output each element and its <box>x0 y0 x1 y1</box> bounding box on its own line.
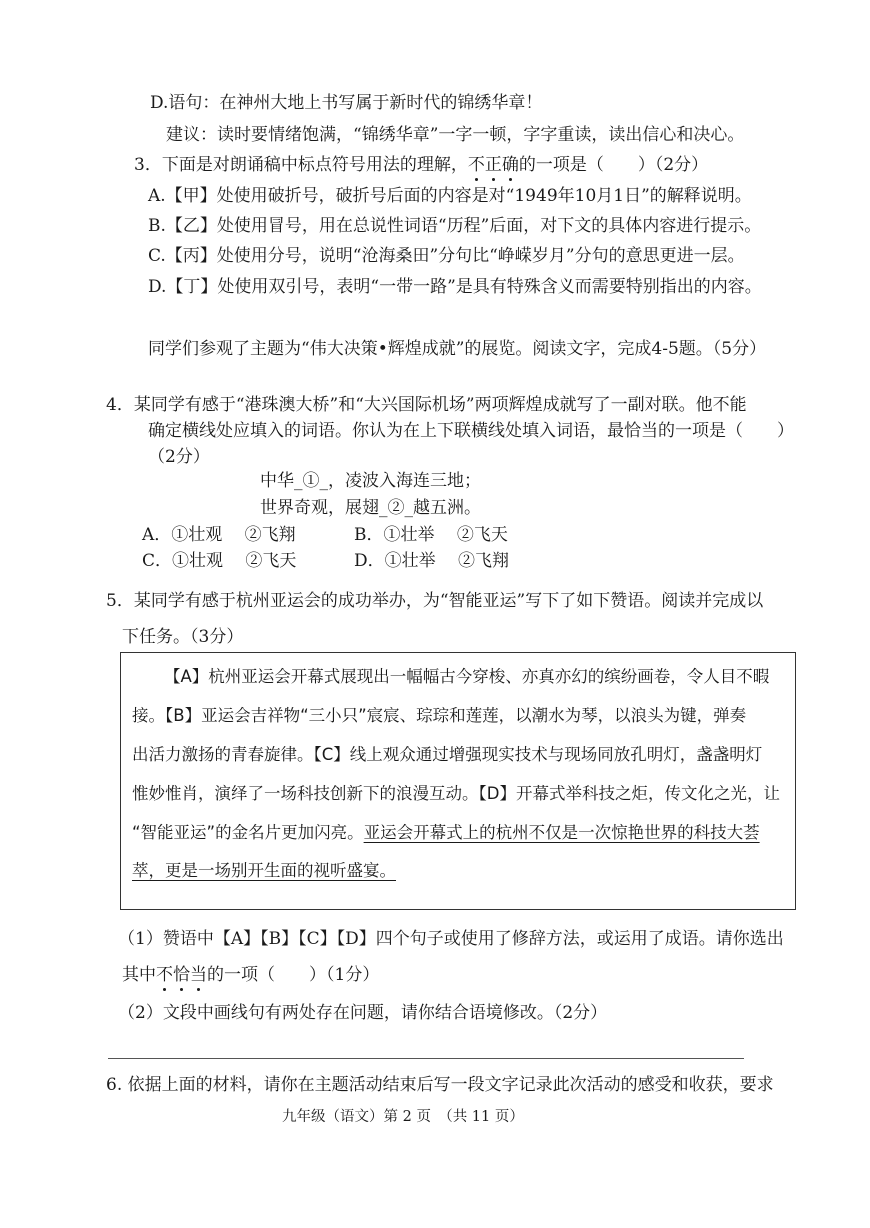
emphasis-dot-char: 确 <box>501 155 519 175</box>
q3-option-b: B.【乙】处使用冒号，用在总说性词语“历程”后面，对下文的具体内容进行提示。 <box>148 216 762 236</box>
page-footer: 九年级（语文）第 2 页 （共 11 页） <box>282 1109 524 1125</box>
q5-sub2: （2）文段中画线句有两处存在问题，请你结合语境修改。（2分） <box>118 1003 608 1023</box>
q2-option-d: D.语句：在神州大地上书写属于新时代的锦绣华章！ <box>150 93 543 113</box>
q3-option-c: C.【丙】处使用分号，说明“沧海桑田”分句比“峥嵘岁月”分句的意思更进一层。 <box>148 246 745 266</box>
couplet-blank-1: _①_ <box>294 471 328 491</box>
praise-line-2: 接。【B】亚运会吉祥物“三小只”宸宸、琮琮和莲莲，以潮水为琴，以浪头为键，弹奏 <box>132 706 747 725</box>
praise-line-3: 出活力激扬的青春旋律。【C】线上观众通过增强现实技术与现场同放孔明灯，盏盏明灯 <box>132 745 763 764</box>
underlined-sentence: 亚运会开幕式上的杭州不仅是一次惊艳世界的科技大荟 <box>363 823 760 842</box>
q5-sub1-text: 其中 <box>122 965 156 985</box>
emphasis-dot-char: 恰 <box>173 965 190 985</box>
emphasis-dot-char: 当 <box>190 965 207 985</box>
q4-option-a: A．①壮观 ②飞翔 <box>142 525 296 545</box>
q4-line1: 4．某同学有感于“港珠澳大桥”和“大兴国际机场”两项辉煌成就写了一副对联。他不能 <box>106 395 747 415</box>
couplet-upper-a: 中华 <box>260 471 294 491</box>
emphasis-dot-char: 正 <box>484 155 502 175</box>
couplet-lower-a: 世界奇观，展翅 <box>260 498 379 518</box>
q3-option-a: A.【甲】处使用破折号，破折号后面的内容是对“1949年10月1日”的解释说明。 <box>148 186 752 206</box>
q4-option-c: C．①壮观 ②飞天 <box>142 551 297 571</box>
praise-line-5 <box>132 822 760 844</box>
q3-stem-text-end: 的一项是（ ）（2分） <box>518 155 709 175</box>
q5-line2: 下任务。（3分） <box>122 627 244 647</box>
answer-line <box>108 1058 744 1059</box>
emphasis-dot-char: 不 <box>156 965 173 985</box>
q3-stem-text: 3．下面是对朗诵稿中标点符号用法的理解， <box>134 155 468 175</box>
couplet-upper <box>260 470 481 492</box>
couplet-upper-b: ，凌波入海连三地； <box>328 471 481 491</box>
couplet-blank-2: _②_ <box>379 498 413 518</box>
q4-option-b: B．①壮举 ②飞天 <box>354 525 508 545</box>
section-intro: 同学们参观了主题为“伟大决策•辉煌成就”的展览。阅读文字，完成4-5题。（5分） <box>148 339 767 359</box>
couplet-lower-b: 越五洲。 <box>413 498 481 518</box>
q5-sub1-text-end: 的一项（ ）（1分） <box>207 965 380 985</box>
couplet-lower <box>260 497 481 519</box>
q5-line1: 5．某同学有感于杭州亚运会的成功举办，为“智能亚运”写下了如下赞语。阅读并完成以 <box>106 591 764 611</box>
q4-line3: （2分） <box>148 447 210 467</box>
q5-sub1-line2 <box>122 964 379 986</box>
emphasis-dot-char: 不 <box>467 155 485 175</box>
q4-option-d: D．①壮举 ②飞翔 <box>354 551 510 571</box>
q2-option-d-advice: 建议：读时要情绪饱满，“锦绣华章”一字一顿，字字重读，读出信心和决心。 <box>166 125 745 145</box>
praise-line-5-start: “智能亚运”的金名片更加闪亮。 <box>132 823 364 842</box>
q3-stem <box>134 154 708 176</box>
praise-line-4: 惟妙惟肖，演绎了一场科技创新下的浪漫互动。【D】开幕式举科技之炬，传文化之光，让 <box>132 784 780 803</box>
q6-line1: 6. 依据上面的材料，请你在主题活动结束后写一段文字记录此次活动的感受和收获，要求 <box>106 1075 774 1095</box>
praise-line-6-underlined: 萃，更是一场别开生面的视听盛宴。 <box>132 861 396 880</box>
q5-sub1-line1: （1）赞语中【A】【B】【C】【D】四个句子或使用了修辞方法，或运用了成语。请你选出 <box>118 929 784 949</box>
q3-option-d: D.【丁】处使用双引号，表明“一带一路”是具有特殊含义而需要特别指出的内容。 <box>148 277 762 297</box>
praise-line-1: 【A】杭州亚运会开幕式展现出一幅幅古今穿梭、亦真亦幻的缤纷画卷，令人目不暇 <box>164 667 770 686</box>
q4-line2: 确定横线处应填入的词语。你认为在上下联横线处填入词语，最恰当的一项是（ ） <box>148 421 794 441</box>
